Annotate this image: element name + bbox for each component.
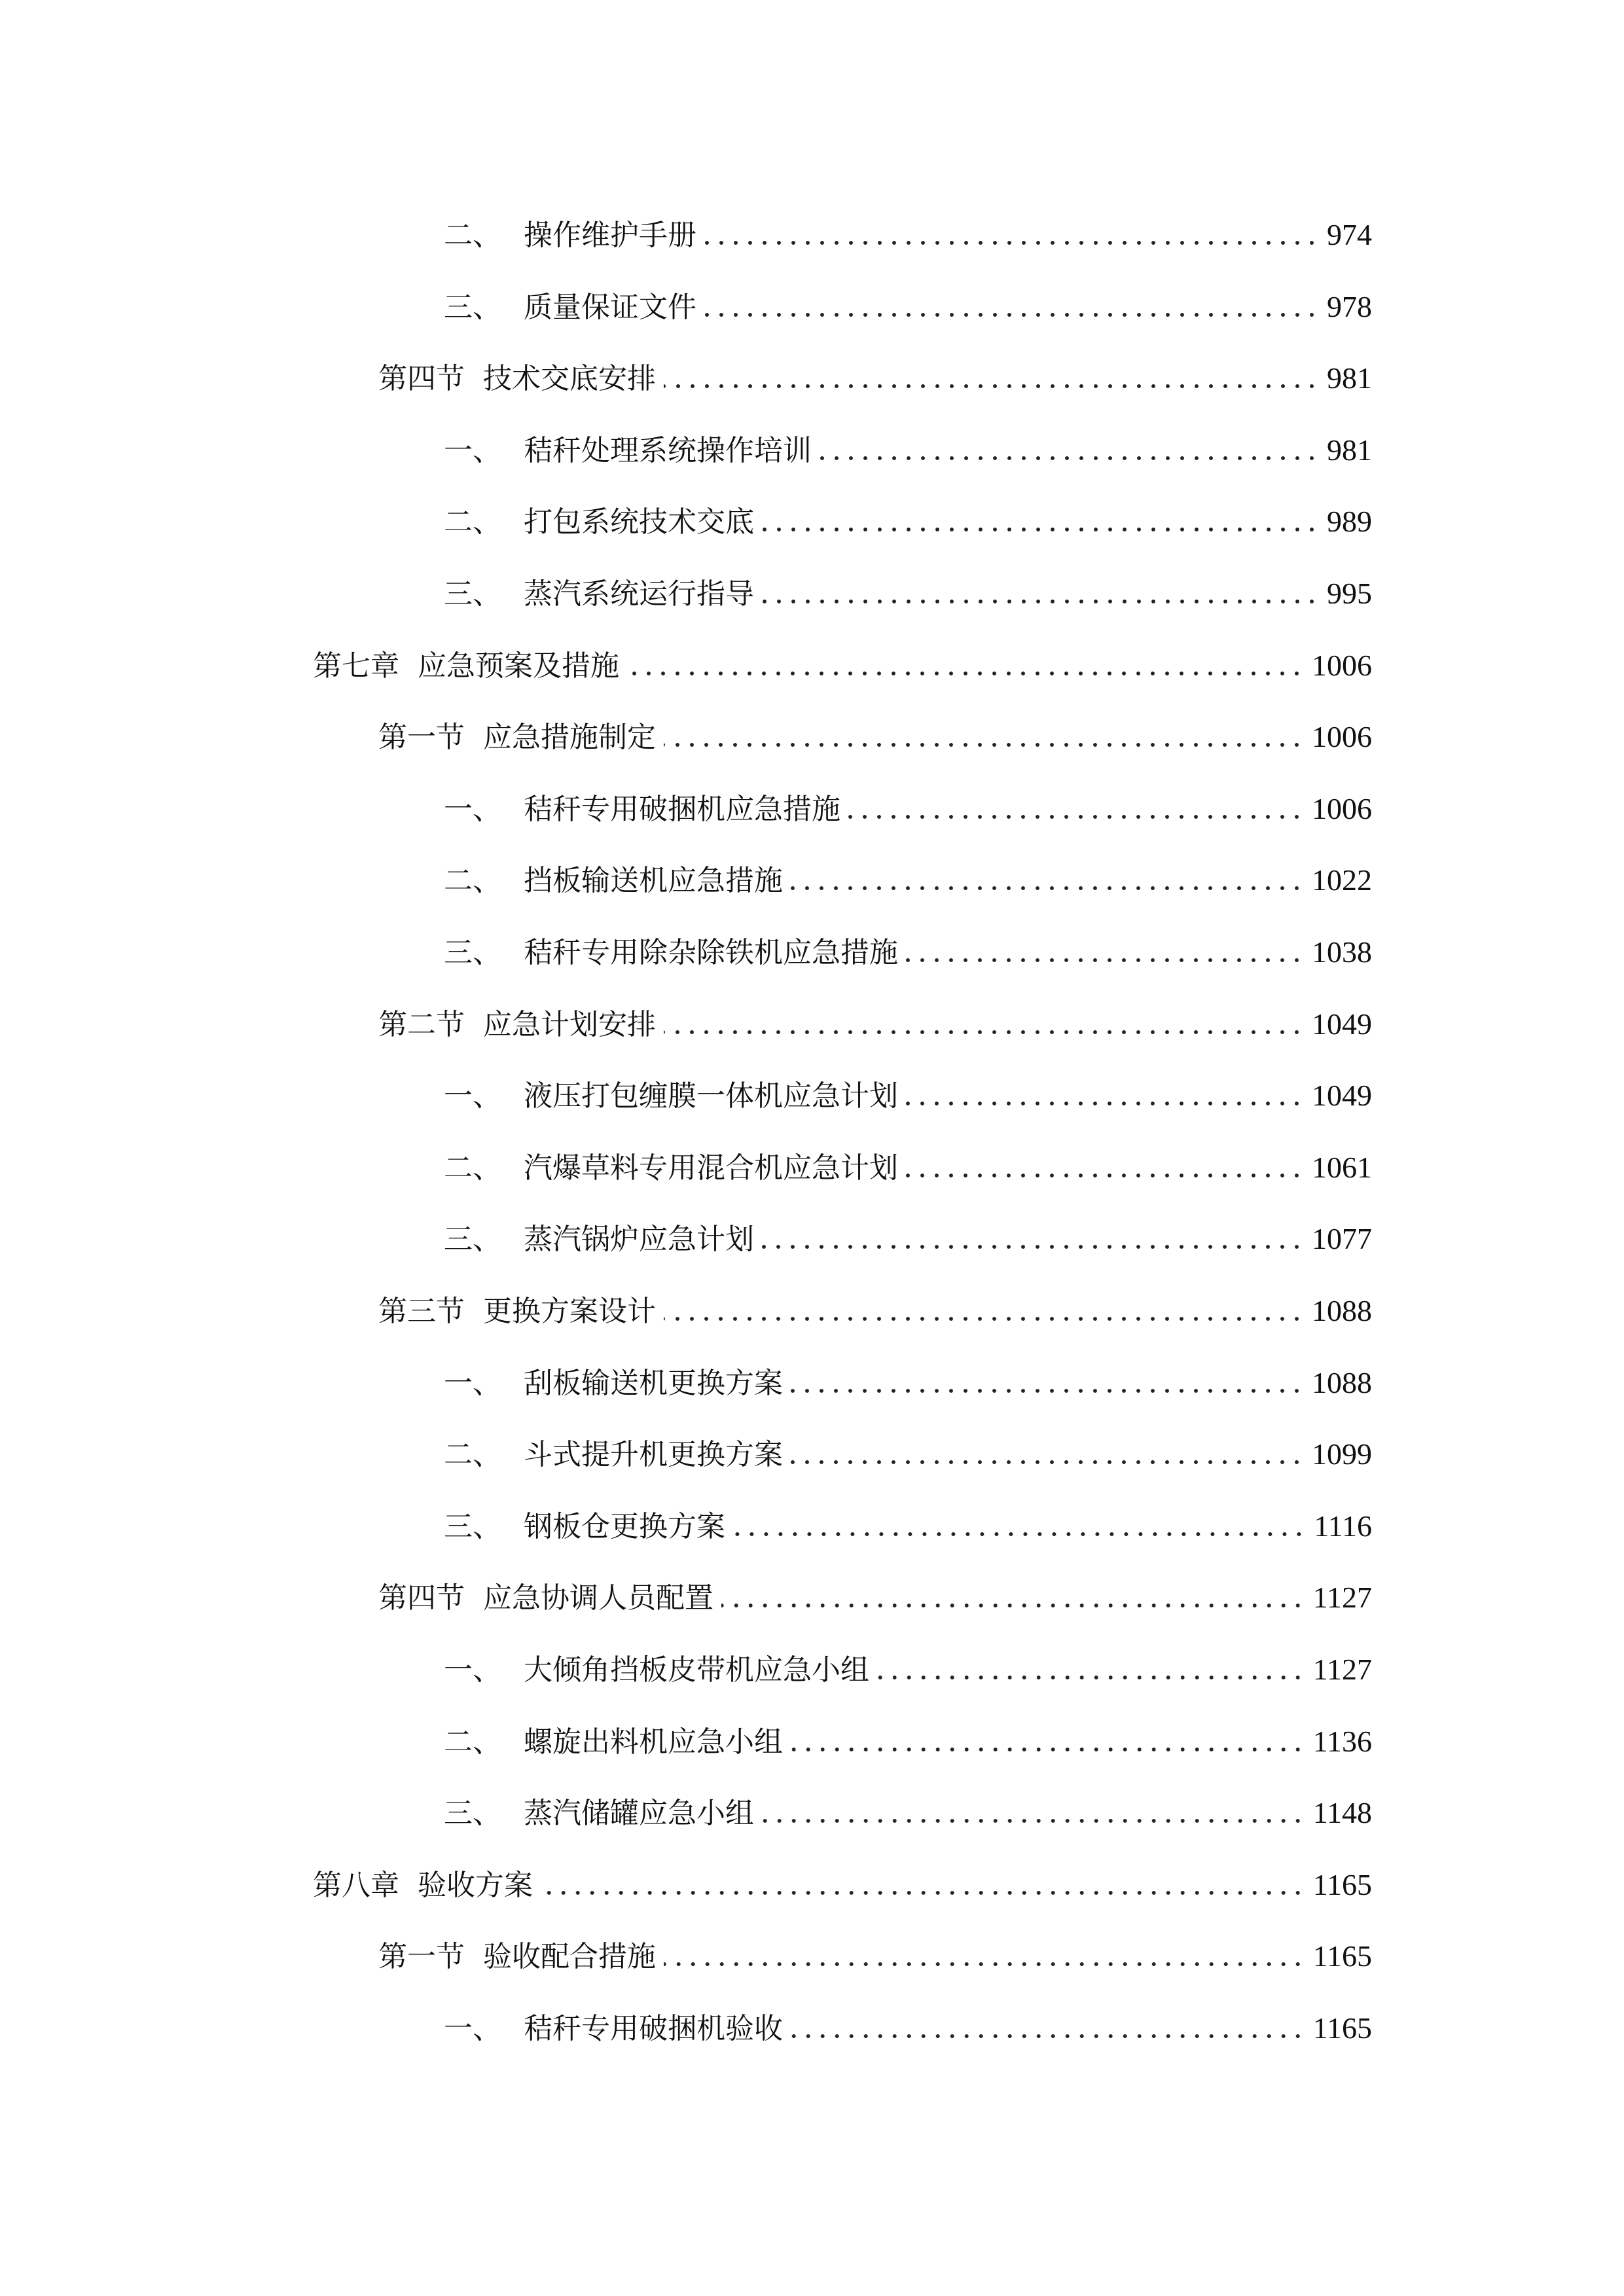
toc-entry-title: 蒸汽储罐应急小组 [524,1797,754,1831]
dot-leader [906,957,1304,963]
toc-entry-title: 秸秆专用破捆机验收 [524,2012,783,2045]
dot-leader [848,814,1304,820]
toc-entry-number: 一、 [444,1653,501,1687]
toc-entry-page-number: 1006 [1312,720,1372,754]
toc-entry-page-number: 1165 [1312,2011,1372,2045]
toc-entry-title: 汽爆草料专用混合机应急计划 [524,1151,898,1185]
toc-entry-number: 一、 [444,2012,501,2045]
dot-leader [906,1172,1304,1179]
toc-entry-page-number: 1165 [1312,1939,1372,1973]
toc-entry-page-number: 1127 [1312,1653,1372,1686]
toc-entry-title: 大倾角挡板皮带机应急小组 [524,1653,869,1687]
toc-entry-page-number: 1049 [1312,1007,1372,1041]
toc-entry-number: 二、 [444,1725,501,1759]
toc-entry-number: 二、 [444,505,501,539]
toc-entry-title: 应急措施制定 [483,721,656,755]
toc-entry-title: 刮板输送机更换方案 [524,1366,783,1400]
toc-entry-page-number: 1061 [1312,1150,1372,1184]
toc-entry-title: 打包系统技术交底 [524,505,754,539]
toc-entry-number: 第一节 [378,721,465,755]
toc-entry-number: 三、 [444,1223,501,1257]
toc-entry-item[interactable] [444,413,1372,465]
dot-leader [791,1388,1304,1394]
toc-entry-item[interactable] [444,1130,1372,1183]
dot-leader [906,1100,1304,1107]
dot-leader [762,1818,1305,1824]
toc-entry-item[interactable] [444,1991,1372,2043]
toc-entry-item[interactable] [444,484,1372,537]
toc-entry-title: 斗式提升机更换方案 [524,1438,783,1472]
dot-leader [721,1602,1305,1609]
toc-entry-number: 第八章 [313,1868,399,1902]
toc-entry-number: 一、 [444,1366,501,1400]
dot-leader [762,526,1319,533]
toc-entry-number: 三、 [444,577,501,611]
toc-entry-section[interactable] [378,1919,1372,1974]
toc-entry-page-number: 1049 [1312,1079,1372,1113]
toc-entry-number: 三、 [444,936,501,969]
toc-entry-number: 第四节 [378,1581,465,1615]
toc-entry-item[interactable] [444,198,1372,250]
toc-entry-item[interactable] [444,1346,1372,1398]
dot-leader [733,1531,1306,1537]
toc-entry-title: 液压打包缠膜一体机应急计划 [524,1079,898,1113]
toc-entry-item[interactable] [444,270,1372,322]
toc-entry-section[interactable] [378,341,1372,396]
dot-leader [762,598,1319,605]
toc-entry-page-number: 995 [1327,577,1372,610]
toc-entry-item[interactable] [444,1632,1372,1685]
toc-entry-item[interactable] [444,843,1372,898]
toc-entry-title: 技术交底安排 [483,362,656,396]
toc-entry-title: 秸秆处理系统操作培训 [524,433,812,467]
toc-entry-item[interactable] [444,1489,1372,1541]
toc-entry-number: 二、 [444,219,501,252]
toc-entry-title: 应急协调人员配置 [483,1581,713,1615]
toc-entry-title: 蒸汽锅炉应急计划 [524,1223,754,1257]
toc-entry-item[interactable] [444,1202,1372,1257]
toc-entry-title: 应急预案及措施 [418,649,619,683]
toc-entry-item[interactable] [444,1417,1372,1472]
toc-entry-page-number: 1099 [1312,1437,1372,1471]
dot-leader [791,1459,1304,1465]
toc-entry-title: 秸秆专用除杂除铁机应急措施 [524,936,898,969]
toc-entry-number: 二、 [444,1438,501,1472]
toc-entry-title: 螺旋出料机应急小组 [524,1725,783,1759]
toc-entry-title: 蒸汽系统运行指导 [524,577,754,611]
dot-leader [541,1890,1305,1896]
toc-entry-page-number: 1077 [1312,1222,1372,1256]
dot-leader [664,742,1304,748]
toc-entry-number: 第四节 [378,362,465,396]
toc-entry-number: 第一节 [378,1940,465,1974]
toc-entry-number: 三、 [444,1797,501,1831]
toc-entry-page-number: 1116 [1314,1509,1372,1543]
toc-entry-title: 挡板输送机应急措施 [524,864,783,898]
toc-entry-title: 钢板仓更换方案 [524,1509,725,1543]
dot-leader [704,240,1319,246]
toc-entry-number: 第三节 [378,1295,465,1328]
dot-leader [791,885,1304,891]
toc-entry-section[interactable] [378,1560,1372,1613]
toc-entry-page-number: 1127 [1312,1581,1372,1615]
dot-leader [820,455,1319,461]
toc-entry-title: 更换方案设计 [483,1295,656,1328]
toc-entry-number: 一、 [444,1079,501,1113]
dot-leader [627,670,1304,677]
toc-entry-chapter[interactable] [313,628,1372,681]
toc-entry-item[interactable] [444,556,1372,609]
toc-entry-page-number: 1022 [1312,863,1372,897]
toc-entry-page-number: 989 [1327,505,1372,539]
toc-entry-page-number: 1038 [1312,935,1372,969]
toc-entry-page-number: 1088 [1312,1365,1372,1399]
dot-leader [791,2033,1305,2039]
dot-leader [762,1244,1304,1250]
toc-entry-page-number: 1006 [1312,791,1372,825]
toc-entry-number: 一、 [444,792,501,826]
toc-entry-section[interactable] [378,987,1372,1039]
toc-entry-page-number: 974 [1327,218,1372,251]
toc-entry-item[interactable] [444,772,1372,824]
dot-leader [664,383,1319,389]
toc-entry-page-number: 978 [1327,289,1372,323]
dot-leader [704,312,1319,318]
toc-entry-item[interactable] [444,1704,1372,1757]
toc-entry-title: 质量保证文件 [524,290,696,324]
toc-entry-section[interactable] [378,700,1372,755]
toc-entry-number: 二、 [444,864,501,898]
toc-entry-number: 三、 [444,1509,501,1543]
dot-leader [791,1746,1305,1753]
toc-entry-title: 操作维护手册 [524,219,696,252]
toc-entry-item[interactable] [444,1058,1372,1111]
toc-entry-number: 第二节 [378,1007,465,1041]
toc-entry-page-number: 981 [1327,433,1372,467]
toc-entry-number: 三、 [444,290,501,324]
toc-entry-title: 秸秆专用破捆机应急措施 [524,792,840,826]
dot-leader [664,1961,1305,1967]
toc-entry-title: 验收方案 [418,1868,533,1902]
toc-entry-item[interactable] [444,1776,1372,1831]
toc-entry-page-number: 1006 [1312,648,1372,682]
toc-entry-section[interactable] [378,1274,1372,1326]
toc-entry-page-number: 1088 [1312,1294,1372,1327]
toc-entry-number: 第七章 [313,649,399,683]
toc-entry-number: 二、 [444,1151,501,1185]
dot-leader [664,1029,1304,1035]
toc-entry-number: 一、 [444,433,501,467]
dot-leader [877,1674,1305,1681]
toc-entry-title: 应急计划安排 [483,1007,656,1041]
toc-entry-page-number: 981 [1327,361,1372,395]
toc-entry-page-number: 1148 [1312,1796,1372,1830]
toc-entry-item[interactable] [444,915,1372,967]
dot-leader [664,1316,1304,1322]
toc-entry-page-number: 1165 [1312,1867,1372,1901]
toc-entry-page-number: 1136 [1312,1724,1372,1758]
toc-entry-chapter[interactable] [313,1848,1372,1900]
toc-entry-title: 验收配合措施 [483,1940,656,1974]
